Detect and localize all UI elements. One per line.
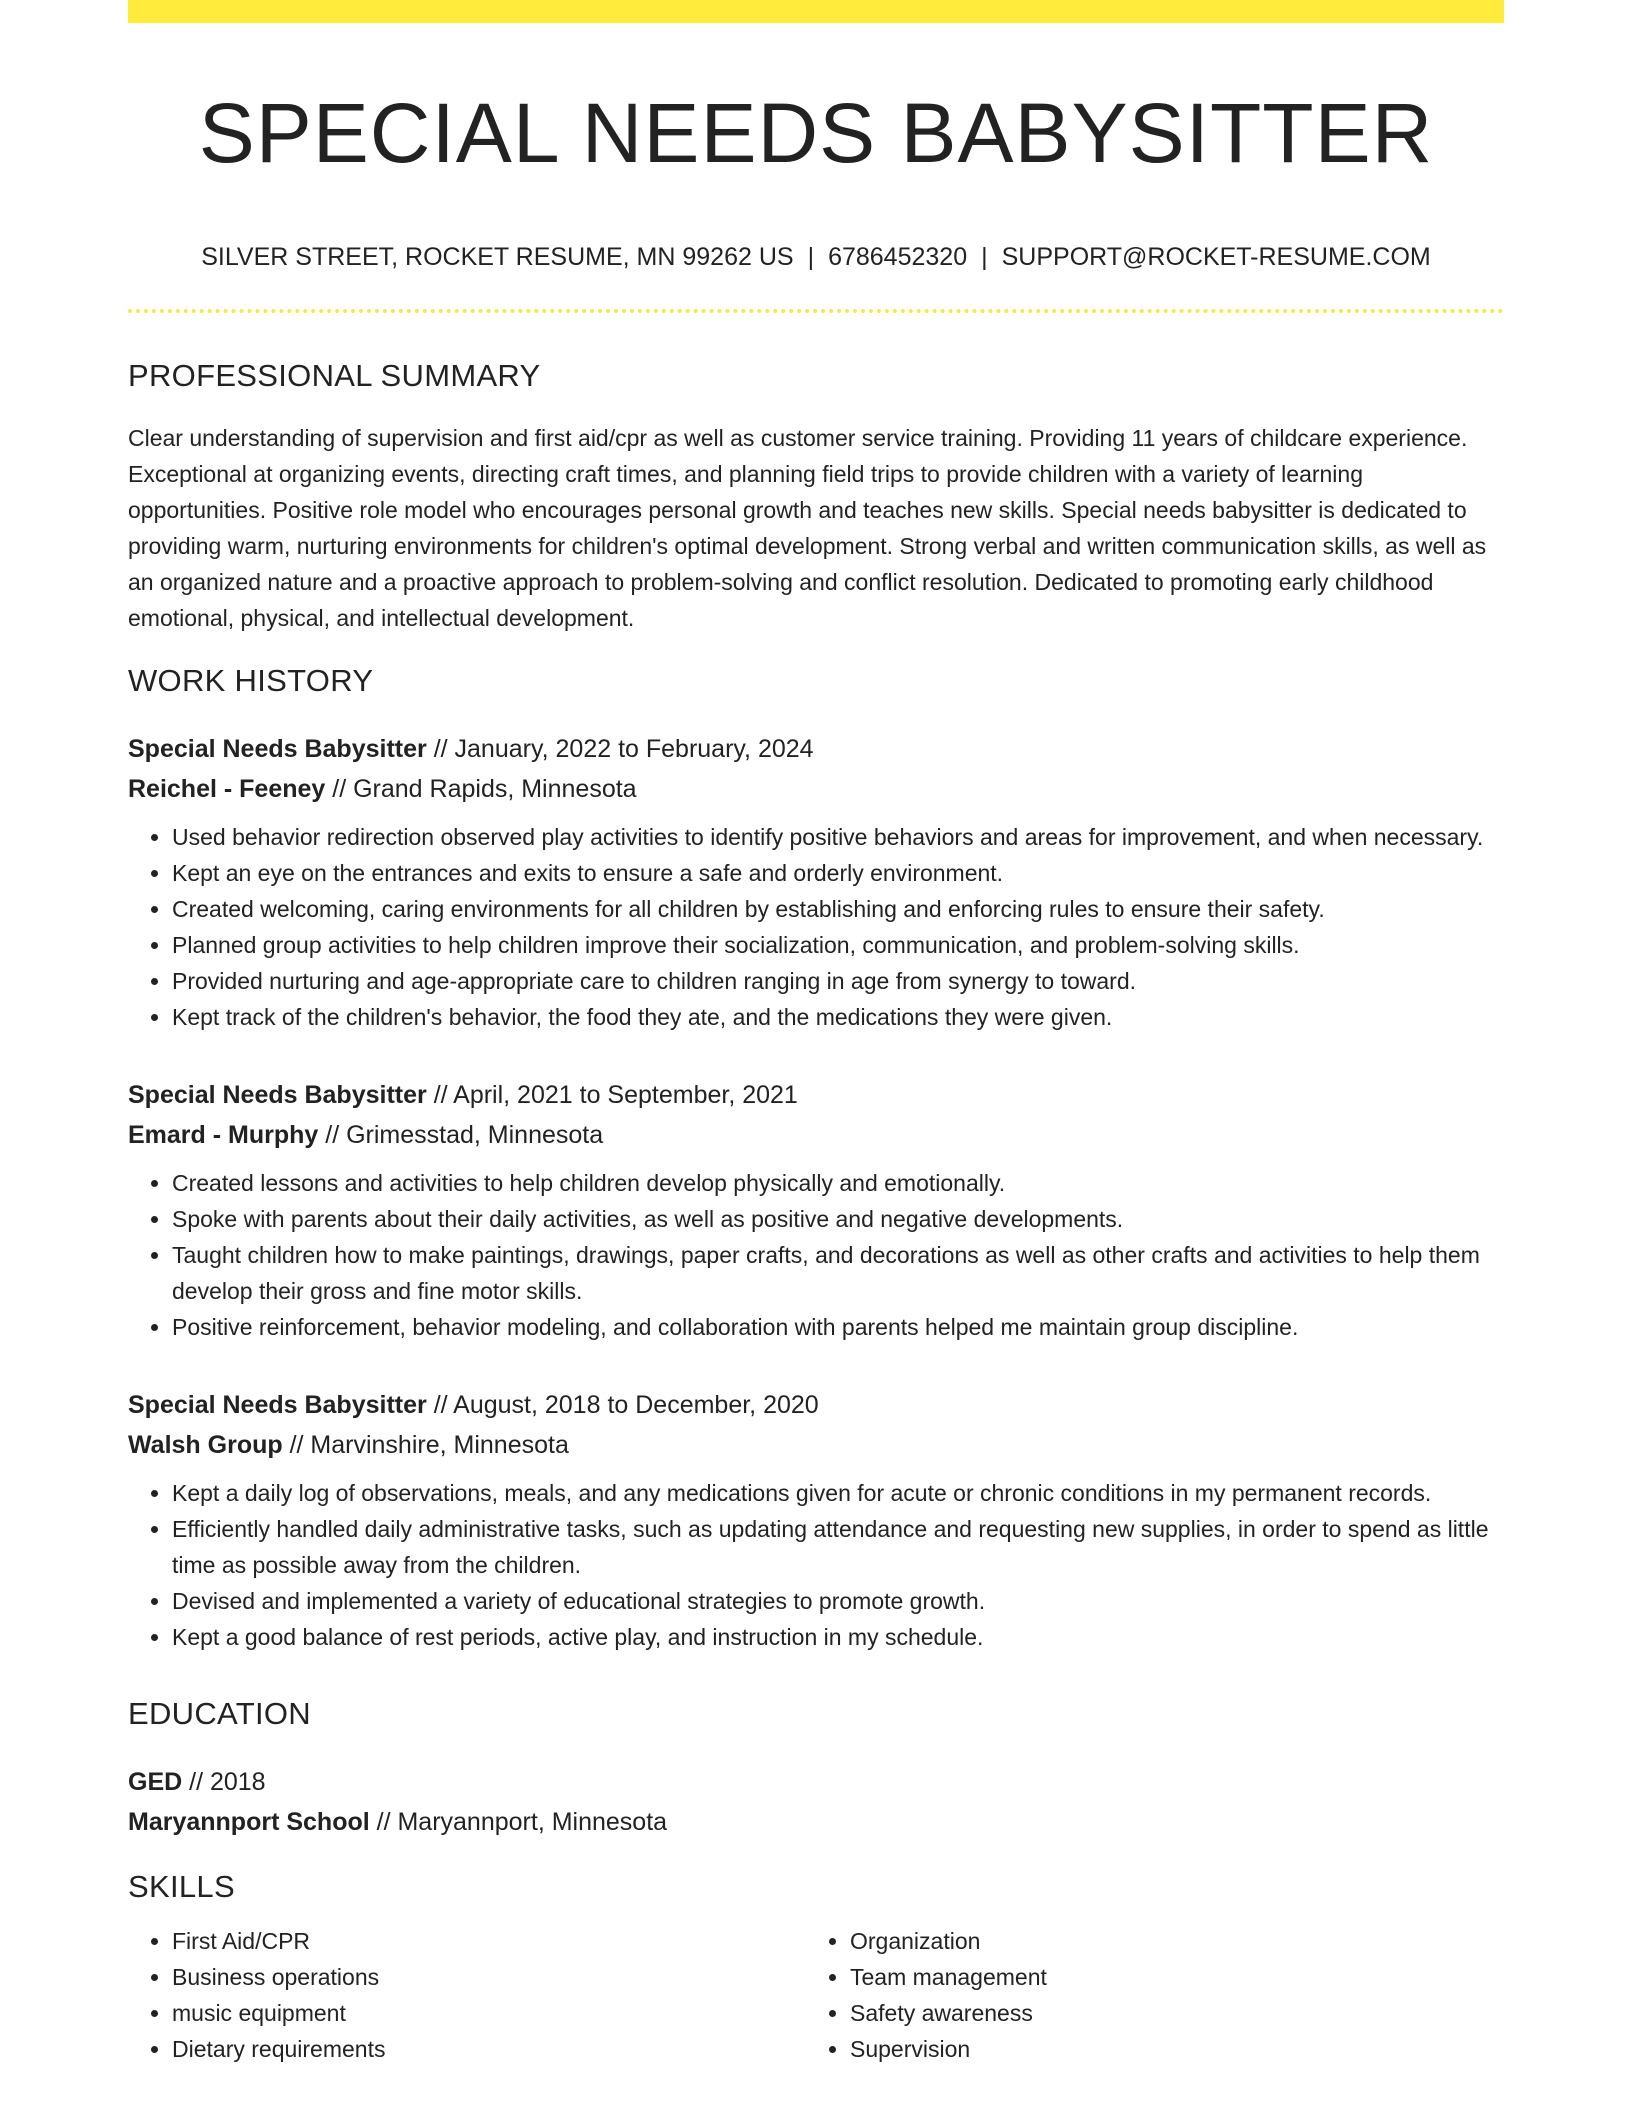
skill-item: • music equipment <box>172 1995 806 2031</box>
job-bullet: • Kept track of the children's behavior, the food they ate, and the medications they were given. <box>172 999 1504 1035</box>
skill-item: • Dietary requirements <box>172 2031 806 2067</box>
job-bullet: • Created lessons and activities to help children develop physically and emotionally. <box>172 1165 1504 1201</box>
job-location: // Grand Rapids, Minnesota <box>325 774 637 803</box>
section-title-work-history: WORK HISTORY <box>128 662 374 698</box>
job-bullet: • Kept an eye on the entrances and exits to ensure a safe and orderly environment. <box>172 855 1504 891</box>
job-bullets <box>128 819 1504 1035</box>
education-degree: GED <box>128 1768 183 1797</box>
job-bullet: • Devised and implemented a variety of educational strategies to promote growth. <box>172 1583 1504 1619</box>
contact-line <box>128 242 1504 272</box>
job-bullet: • Spoke with parents about their daily activities, as well as positive and negative developments. <box>172 1201 1504 1237</box>
job-dates: // April, 2021 to September, 2021 <box>426 1080 798 1109</box>
skill-item: • Safety awareness <box>850 1995 1484 2031</box>
skills-grid <box>128 1923 1504 2067</box>
summary-text: Clear understanding of supervision and first aid/cpr as well as customer service training. Providing 11 years of childcare experience. Exceptional at organizing events, directing craft times, and planning field trips to provide children with a variety of learning opportunities. Positive role model who encourages personal growth and teaches new skills. Special needs babysitter is dedicated to providing warm, nurturing environments for children's optimal development. Strong verbal and written communication skills, as well as an organized nature and a proactive approach to problem-solving and conflict resolution. Dedicated to promoting early childhood emotional, physical, and intellectual development. <box>128 424 1487 631</box>
contact-phone: 6786452320 <box>828 242 968 271</box>
job-title-line <box>128 1385 1504 1425</box>
education-school-line <box>128 1802 1504 1842</box>
education-entry <box>128 1762 1504 1842</box>
job-bullet: • Positive reinforcement, behavior modeling, and collaboration with parents helped me maintain group discipline. <box>172 1309 1504 1345</box>
job-dates: // August, 2018 to December, 2020 <box>426 1390 819 1419</box>
contact-email: SUPPORT@ROCKET-RESUME.COM <box>1001 242 1431 271</box>
contact-separator: | <box>981 242 988 271</box>
job-entry <box>128 1075 1504 1345</box>
skill-item: • Supervision <box>850 2031 1484 2067</box>
job-company-line <box>128 1115 1504 1155</box>
job-company-line <box>128 1425 1504 1465</box>
job-company: Walsh Group <box>128 1430 283 1459</box>
job-bullet: • Created welcoming, caring environments for all children by establishing and enforcing rules to ensure their safety. <box>172 891 1504 927</box>
job-title-line <box>128 1075 1504 1115</box>
section-title-summary: PROFESSIONAL SUMMARY <box>128 357 541 393</box>
education-degree-line <box>128 1762 1504 1802</box>
job-bullet: • Efficiently handled daily administrative tasks, such as updating attendance and requesting new supplies, in order to spend as little time as possible away from the children. <box>172 1511 1504 1583</box>
job-company: Reichel - Feeney <box>128 774 326 803</box>
job-dates: // January, 2022 to February, 2024 <box>426 734 814 763</box>
contact-separator: | <box>807 242 815 271</box>
job-bullets <box>128 1475 1504 1655</box>
skill-item: • Business operations <box>172 1959 806 1995</box>
resume-name: SPECIAL NEEDS BABYSITTER <box>198 86 1434 180</box>
education-year: // 2018 <box>182 1768 266 1797</box>
accent-top-bar <box>128 0 1504 23</box>
job-location: // Marvinshire, Minnesota <box>282 1430 569 1459</box>
job-bullet: • Taught children how to make paintings, drawings, paper crafts, and decorations as well as other crafts and activities to help them develop their gross and fine motor skills. <box>172 1237 1504 1309</box>
skills-column-right <box>806 1923 1484 2067</box>
job-bullets <box>128 1165 1504 1345</box>
job-entry <box>128 729 1504 1035</box>
job-bullet: • Planned group activities to help children improve their socialization, communication, and problem-solving skills. <box>172 927 1504 963</box>
section-title-skills: SKILLS <box>128 1869 235 1905</box>
job-title-line <box>128 729 1504 769</box>
job-role: Special Needs Babysitter <box>128 1080 427 1109</box>
skill-item: • Team management <box>850 1959 1484 1995</box>
job-bullet: • Used behavior redirection observed play activities to identify positive behaviors and areas for improvement, and when necessary. <box>172 819 1504 855</box>
job-role: Special Needs Babysitter <box>128 1390 427 1419</box>
skills-column-left <box>128 1923 806 2067</box>
education-location: // Maryannport, Minnesota <box>369 1808 668 1837</box>
section-title-education: EDUCATION <box>128 1695 311 1731</box>
job-location: // Grimesstad, Minnesota <box>318 1120 604 1149</box>
dotted-divider <box>128 309 1504 313</box>
skill-item: • First Aid/CPR <box>172 1923 806 1959</box>
job-bullet: • Kept a good balance of rest periods, active play, and instruction in my schedule. <box>172 1619 1504 1655</box>
job-bullet: • Kept a daily log of observations, meals, and any medications given for acute or chronic conditions in my permanent records. <box>172 1475 1504 1511</box>
education-school: Maryannport School <box>128 1808 370 1837</box>
job-company: Emard - Murphy <box>128 1120 319 1149</box>
contact-address: SILVER STREET, ROCKET RESUME, MN 99262 US <box>201 242 794 271</box>
job-company-line <box>128 769 1504 809</box>
job-role: Special Needs Babysitter <box>128 734 427 763</box>
job-entry <box>128 1385 1504 1655</box>
skill-item: • Organization <box>850 1923 1484 1959</box>
job-bullet: • Provided nurturing and age-appropriate care to children ranging in age from synergy to toward. <box>172 963 1504 999</box>
resume-page <box>128 0 1504 2067</box>
